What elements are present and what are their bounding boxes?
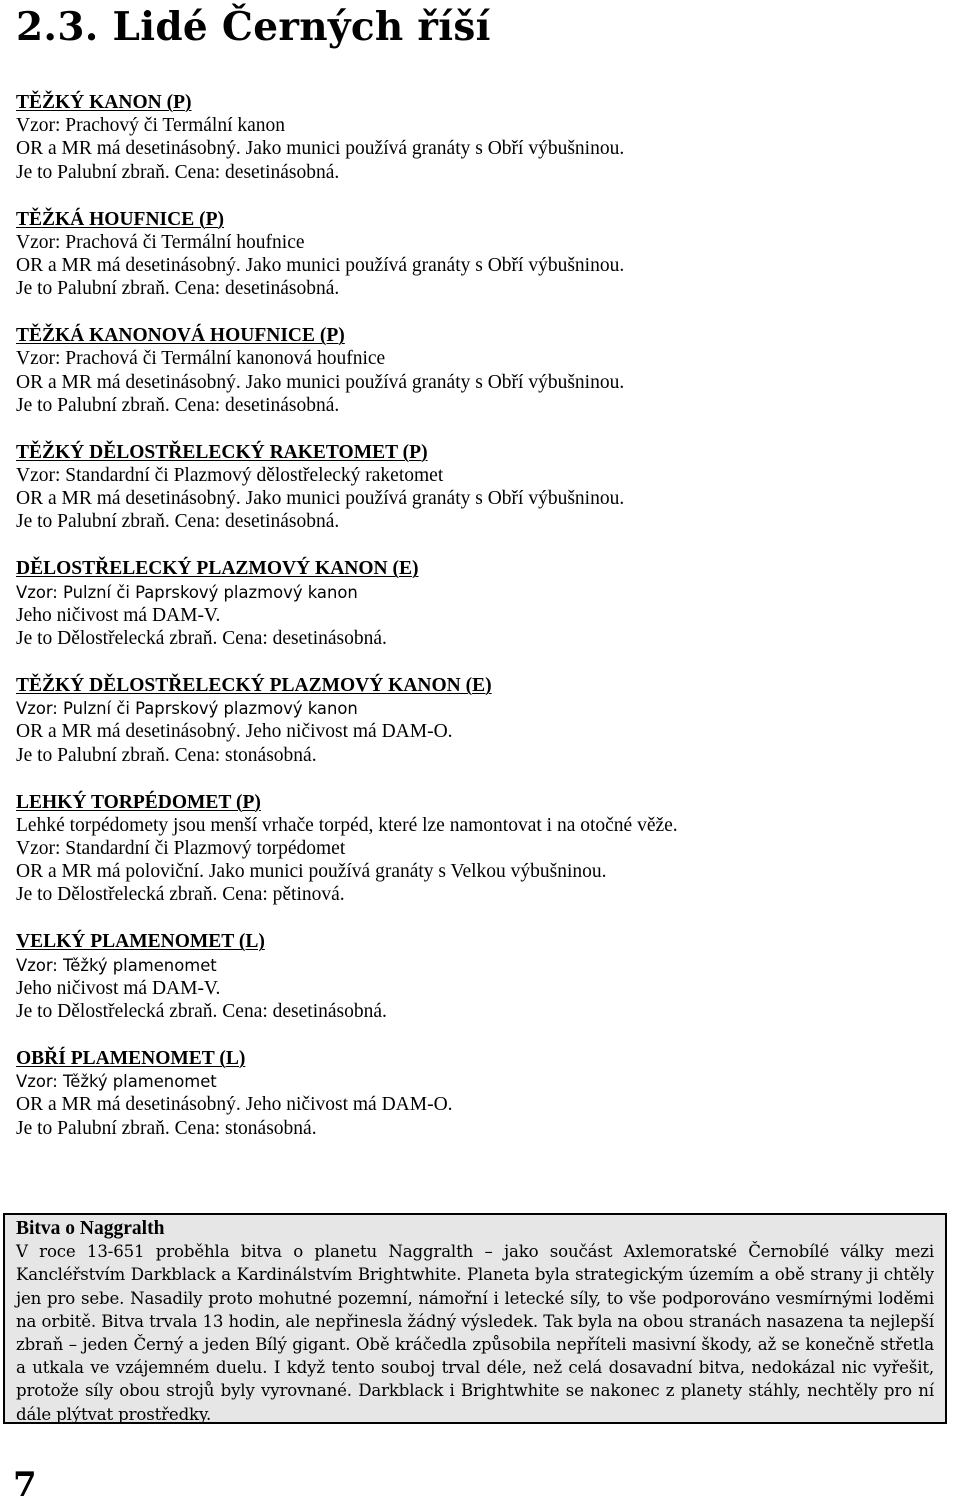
weapon-heading: OBŘÍ PLAMENOMET (L) xyxy=(16,1048,246,1070)
weapon-line: Je to Palubní zbraň. Cena: desetinásobná. xyxy=(16,161,340,183)
weapon-line: Jeho ničivost má DAM-V. xyxy=(16,604,221,626)
weapon-entry xyxy=(16,557,946,650)
weapon-line: Vzor: Pulzní či Paprskový plazmový kanon xyxy=(16,582,358,602)
weapon-line: Vzor: Těžký plamenomet xyxy=(16,1072,217,1092)
weapon-line: OR a MR má desetinásobný. Jako munici používá granáty s Obří výbušninou. xyxy=(16,138,625,160)
weapon-line: Vzor: Prachová či Termální kanonová houfnice xyxy=(16,348,386,370)
weapon-line: Je to Palubní zbraň. Cena: stonásobná. xyxy=(16,1117,317,1139)
page-title: 2.3. Lidé Černých říší xyxy=(16,4,491,50)
weapon-entries xyxy=(16,91,946,1164)
weapon-line: Vzor: Standardní či Plazmový torpédomet xyxy=(16,838,346,860)
weapon-line: Je to Palubní zbraň. Cena: desetinásobná. xyxy=(16,278,340,300)
weapon-line: OR a MR má desetinásobný. Jako munici používá granáty s Obří výbušninou. xyxy=(16,488,625,510)
weapon-heading: LEHKÝ TORPÉDOMET (P) xyxy=(16,791,261,813)
weapon-heading: TĚŽKÁ HOUFNICE (P) xyxy=(16,208,225,230)
weapon-line: OR a MR má desetinásobný. Jeho ničivost má DAM-O. xyxy=(16,1094,453,1116)
weapon-heading: VELKÝ PLAMENOMET (L) xyxy=(16,931,265,953)
weapon-line: Je to Dělostřelecká zbraň. Cena: pětinová. xyxy=(16,884,345,906)
sidebar-box-title: Bitva o Naggralth xyxy=(16,1218,165,1239)
weapon-line: Vzor: Prachový či Termální kanon xyxy=(16,115,286,137)
weapon-entry xyxy=(16,91,946,184)
weapon-line: OR a MR má poloviční. Jako munici používá granáty s Velkou výbušninou. xyxy=(16,861,607,883)
weapon-heading: TĚŽKÝ DĚLOSTŘELECKÝ PLAZMOVÝ KANON (E) xyxy=(16,675,492,697)
weapon-heading: TĚŽKÝ KANON (P) xyxy=(16,92,192,113)
weapon-line: Je to Palubní zbraň. Cena: stonásobná. xyxy=(16,744,317,766)
weapon-entry xyxy=(16,791,946,907)
page-number: 7 xyxy=(13,1465,37,1505)
weapon-line: Je to Dělostřelecká zbraň. Cena: desetinásobná. xyxy=(16,628,387,650)
weapon-entry xyxy=(16,441,946,534)
weapon-line: Je to Palubní zbraň. Cena: desetinásobná. xyxy=(16,394,340,416)
weapon-entry xyxy=(16,1047,946,1140)
weapon-line: Vzor: Pulzní či Paprskový plazmový kanon xyxy=(16,699,358,719)
weapon-line: Vzor: Těžký plamenomet xyxy=(16,955,217,975)
weapon-entry xyxy=(16,324,946,417)
weapon-heading: TĚŽKÁ KANONOVÁ HOUFNICE (P) xyxy=(16,325,345,347)
weapon-entry xyxy=(16,930,946,1023)
weapon-line: Je to Palubní zbraň. Cena: desetinásobná. xyxy=(16,511,340,533)
weapon-line: Jeho ničivost má DAM-V. xyxy=(16,977,221,999)
weapon-entry xyxy=(16,674,946,767)
weapon-line: Vzor: Prachová či Termální houfnice xyxy=(16,231,305,253)
sidebar-box-battle xyxy=(3,1213,947,1424)
weapon-line: OR a MR má desetinásobný. Jako munici používá granáty s Obří výbušninou. xyxy=(16,371,625,393)
weapon-heading: TĚŽKÝ DĚLOSTŘELECKÝ RAKETOMET (P) xyxy=(16,441,428,463)
weapon-line: Vzor: Standardní či Plazmový dělostřelecký raketomet xyxy=(16,465,444,487)
weapon-entry xyxy=(16,208,946,301)
weapon-line: OR a MR má desetinásobný. Jeho ničivost má DAM-O. xyxy=(16,721,453,743)
weapon-line: OR a MR má desetinásobný. Jako munici používá granáty s Obří výbušninou. xyxy=(16,255,625,277)
weapon-line: Je to Dělostřelecká zbraň. Cena: desetinásobná. xyxy=(16,1001,387,1023)
weapon-line: Lehké torpédomety jsou menší vrhače torpéd, které lze namontovat i na otočné věže. xyxy=(16,814,678,836)
sidebar-box-body: V roce 13-651 proběhla bitva o planetu Naggralth – jako součást Axlemoratské Černobílé války mezi Kancléřstvím Darkblack a Kardinálstvím Brightwhite. Planeta byla strategickým územím a obě strany ji chtěly jen pro sebe. Nasadily proto mohutné pozemní, námořní i letecké síly, to vše podporováno vesmírnými loděmi na orbitě. Bitva trvala 13 hodin, ale nepřinesla žádný výsledek. Tak byla na obou stranách nasazena ta nejlepší zbraň – jeden Černý a jeden Bílý gigant. Obě kráčedla způsobila nepříteli masivní škody, až se konečně střetla a utkala ve vzájemném duelu. I když tento souboj trval déle, než celá dosavadní bitva, nedokázal nic vyřešit, protože síly obou strojů byly vyrovnané. Darkblack i Brightwhite se nakonec z planety stáhly, nechtěly pro ní dále plýtvat prostředky. xyxy=(16,1242,934,1424)
weapon-heading: DĚLOSTŘELECKÝ PLAZMOVÝ KANON (E) xyxy=(16,558,419,580)
